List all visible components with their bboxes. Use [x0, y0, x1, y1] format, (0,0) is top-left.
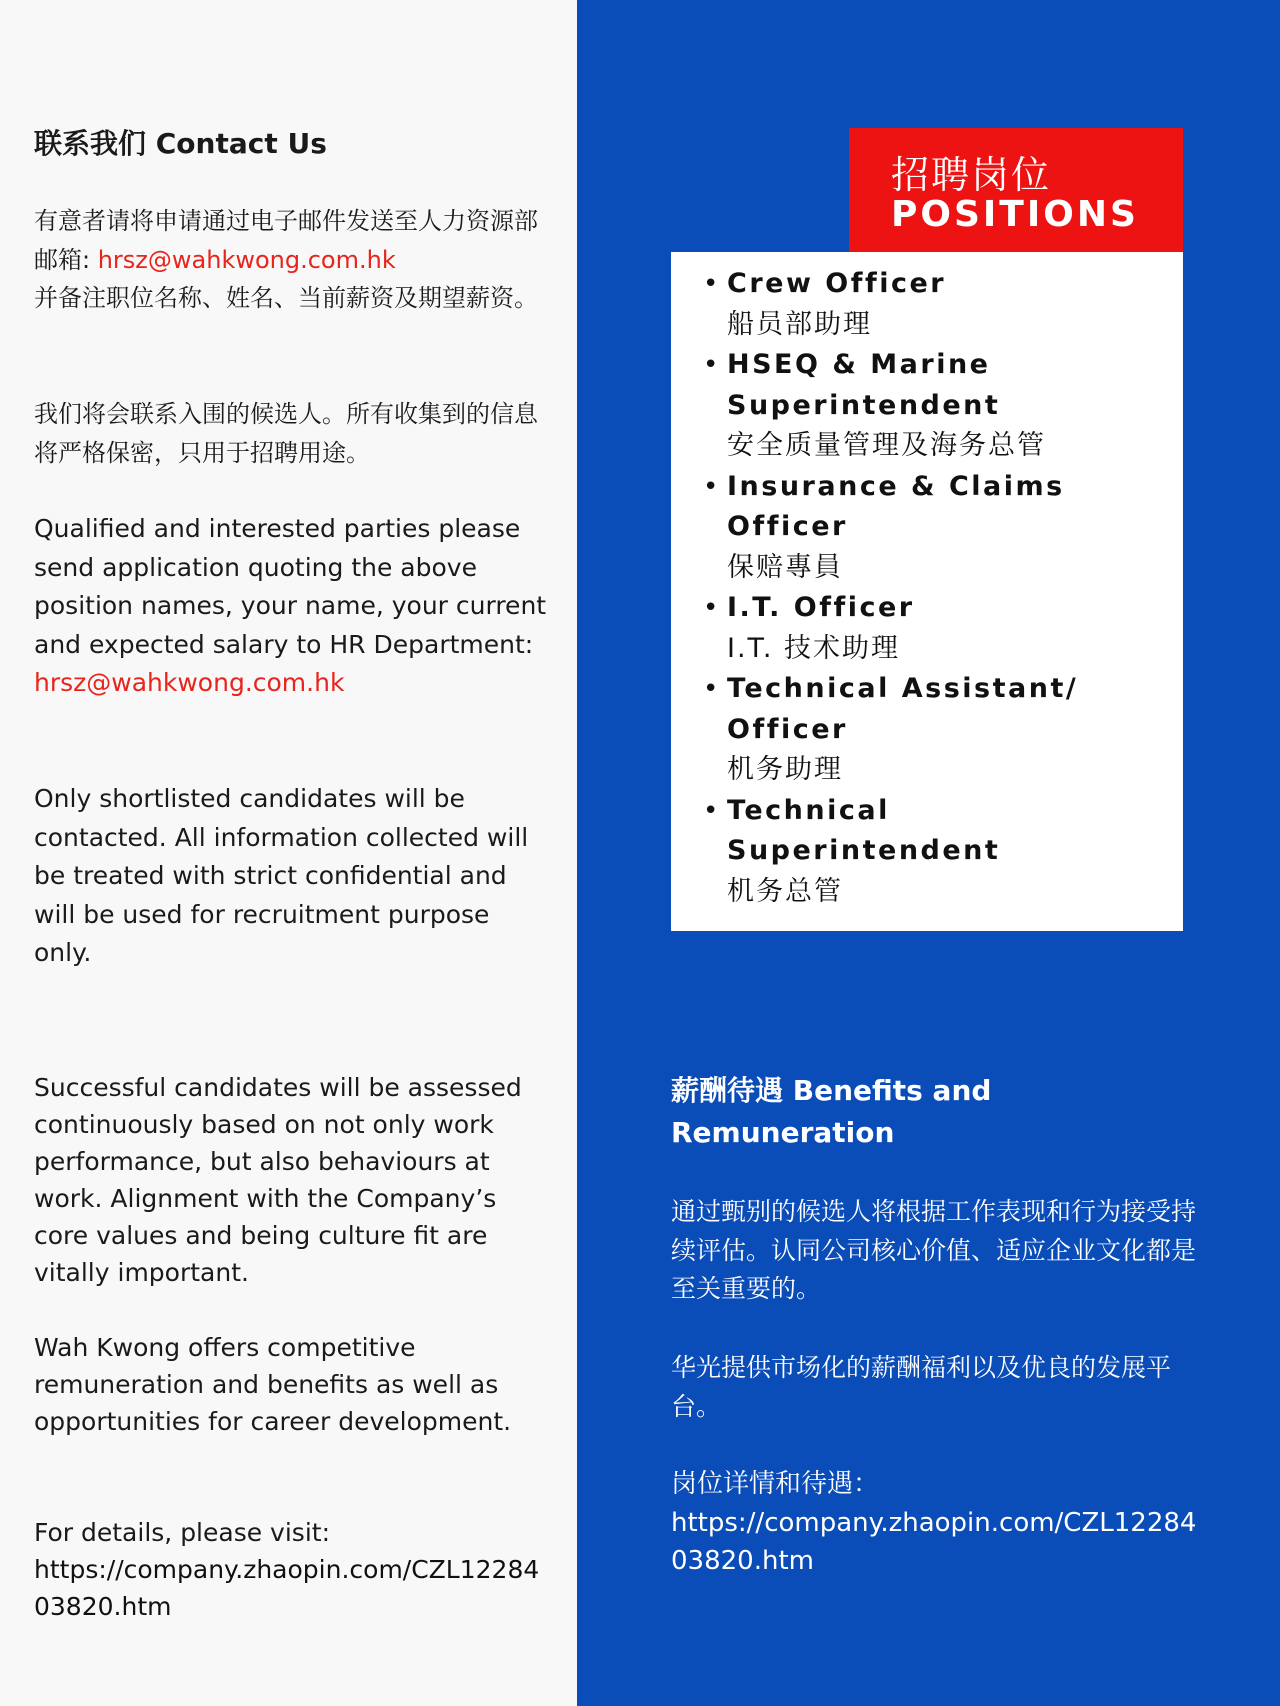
positions-title-en: POSITIONS [891, 194, 1139, 235]
benefits-details-label: 岗位详情和待遇： [671, 1469, 880, 1499]
bullet-icon: • [703, 674, 719, 704]
position-item [701, 345, 1183, 467]
offer-paragraph: Wah Kwong offers competitive remuneration and benefits as well as opportunities for career development. [34, 1333, 512, 1436]
bullet-icon: • [703, 471, 719, 502]
bullet-icon: • [703, 350, 719, 380]
position-item [701, 467, 1183, 589]
benefits-heading: 薪酬待遇 Benefits and Remuneration [671, 1074, 992, 1149]
benefits-cn-paragraph-2: 华光提供市场化的薪酬福利以及优良的发展平台。 [671, 1353, 1172, 1421]
contact-en-paragraph-2: Only shortlisted candidates will be contacted. All information collected will be treated with strict confidential and will be used for recruitment purpose only. [34, 784, 529, 967]
position-title-cn: 船员部助理 [727, 308, 872, 340]
position-title-en: Crew Officer [727, 268, 947, 299]
bullet-icon: • [703, 269, 719, 299]
position-title-cn: 机务助理 [727, 754, 843, 785]
position-item [701, 791, 1183, 913]
details-url-link[interactable]: https://company.zhaopin.com/CZL1228403820.htm [34, 1555, 540, 1621]
bullet-icon: • [703, 593, 719, 623]
position-title-cn: 安全质量管理及海务总管 [727, 430, 1046, 461]
contact-cn-paragraph-1 [34, 202, 554, 318]
positions-header [849, 128, 1183, 252]
position-title-cn: I.T. 技术助理 [727, 632, 900, 664]
benefits-details [671, 1465, 1211, 1581]
details-paragraph [34, 1514, 554, 1625]
contact-email-link[interactable]: hrsz@wahkwong.com.hk [97, 245, 396, 274]
contact-en-text: Qualified and interested parties please send application quoting the above position names, your name, your current and expected salary to HR Department: [34, 514, 547, 659]
positions-list [701, 264, 1183, 912]
position-title-en: Technical Superintendent [727, 794, 1001, 866]
contact-cn-text-suffix: 并备注职位名称、姓名、当前薪资及期望薪资。 [34, 284, 538, 312]
details-label: For details, please visit: [34, 1518, 330, 1547]
benefits-details-url-link[interactable]: https://company.zhaopin.com/CZL1228403820.htm [671, 1507, 1197, 1576]
position-item [701, 264, 1183, 345]
position-title-cn: 保赔專員 [727, 551, 843, 583]
position-title-cn: 机务总管 [727, 875, 843, 907]
contact-cn-text: 有意者请将申请通过电子邮件发送至人力资源部邮箱: [34, 207, 538, 274]
position-title-en: HSEQ & Marine Superintendent [727, 349, 1001, 421]
positions-title-cn: 招聘岗位 [891, 153, 1052, 197]
position-title-en: Insurance & Claims Officer [727, 470, 1065, 542]
contact-heading: 联系我们 Contact Us [34, 127, 327, 160]
bullet-icon: • [703, 795, 719, 826]
position-title-en: Technical Assistant/ Officer [727, 673, 1079, 745]
positions-list-box [671, 252, 1183, 931]
position-item [701, 588, 1183, 669]
contact-en-email-link[interactable]: hrsz@wahkwong.com.hk [34, 668, 345, 697]
benefits-cn-paragraph-1: 通过甄别的候选人将根据工作表现和行为接受持续评估。认同公司核心价值、适应企业文化都是至关重要的。 [671, 1197, 1197, 1303]
position-title-en: I.T. Officer [727, 592, 915, 623]
left-panel [0, 0, 577, 1706]
contact-cn-paragraph-2: 我们将会联系入围的候选人。所有收集到的信息将严格保密，只用于招聘用途。 [34, 400, 538, 467]
position-item [701, 669, 1183, 791]
contact-en-paragraph-1 [34, 510, 554, 703]
assessment-paragraph: Successful candidates will be assessed continuously based on not only work performance, but also behaviours at work. Alignment with the Company’s core values and being culture fit are vitally important. [34, 1073, 522, 1287]
